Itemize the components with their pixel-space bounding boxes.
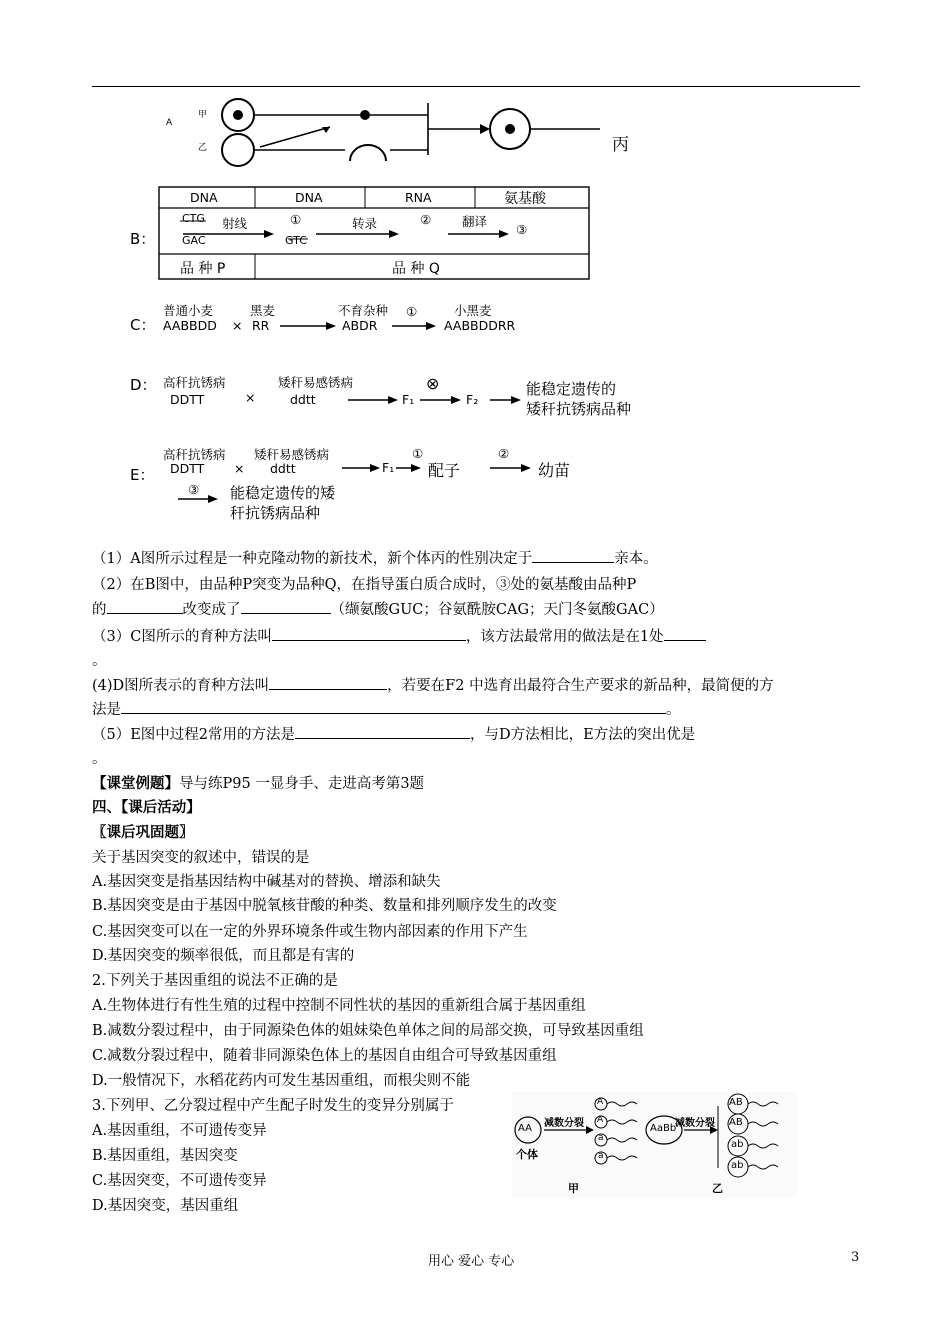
q2-option-a: A.生物体进行有性生殖的过程中控制不同性状的基因的重新组合属于基因重组	[92, 998, 586, 1014]
figure-d-hybrid	[130, 372, 650, 422]
fig3-left-gamete-3: a	[598, 1133, 604, 1143]
fig-c-p2-name: 黑麦	[250, 303, 276, 318]
question-a-4: (4)D图所表示的育种方法叫 ，若要在F2 中选育出最符合生产要求的新品种，最简便的方	[92, 674, 862, 697]
fig3-right-gamete-3: ab	[731, 1139, 744, 1150]
fig-e-times: ×	[234, 461, 245, 476]
blank-3a[interactable]	[272, 625, 466, 641]
q1-option-c: C.基因突变可以在一定的外界环境条件或生物内部因素的作用下产生	[92, 924, 528, 940]
fig3-right-gamete-4: ab	[731, 1160, 744, 1171]
fig-c-p1-name: 普通小麦	[163, 303, 214, 318]
blank-2a[interactable]	[107, 598, 183, 614]
classroom-example: 【课堂例题】导与练P95 一显身手、走进高考第3题	[92, 775, 425, 792]
q3-option-c: C.基因突变，不可遗传变异	[92, 1173, 267, 1189]
fig3-right-gamete-2: AB	[729, 1117, 743, 1128]
q3-option-a: A.基因重组，不可遗传变异	[92, 1123, 267, 1139]
blank-2b[interactable]	[241, 598, 331, 614]
fig-c-p1-geno: AABBDD	[163, 318, 217, 333]
figure-b-mutation	[130, 186, 600, 282]
question-a-3-end: 。	[92, 653, 107, 669]
fig-d-f2: F₂	[466, 392, 479, 407]
fig-b-seq2: GTC	[285, 234, 307, 247]
fig3-label-yi: 乙	[712, 1182, 723, 1195]
fig-b-variety-q: 品 种 Q	[392, 261, 440, 277]
fig-e-circle2: ②	[498, 446, 510, 461]
fig3-label-jia: 甲	[568, 1182, 579, 1195]
section-4-title: 四、【课后活动】	[92, 799, 201, 816]
blank-5[interactable]	[295, 723, 470, 739]
question-a-2-line2: 的 改变成了 （缬氨酸GUC；谷氨酰胺CAG；天门冬氨酸GAC）	[92, 598, 862, 621]
fig3-meiosis-right: 减数分裂	[675, 1118, 715, 1129]
fig-e-label: E：	[130, 466, 155, 484]
consolidate-title: 〖课后巩固题〗	[92, 824, 194, 841]
q1-option-a: A.基因突变是指基因结构中碱基对的替换、增添和缺失	[92, 874, 441, 890]
fig-b-seq-top: CTG	[182, 212, 205, 225]
footer-motto: 用心 爱心 专心	[428, 1254, 515, 1269]
fig-e-seedling: 幼苗	[538, 461, 571, 480]
blank-4b[interactable]	[121, 698, 666, 714]
q3-option-b: B.基因重组，基因突变	[92, 1148, 238, 1164]
figure-c-polyploid	[130, 300, 550, 346]
fig-b-circle3: ③	[516, 222, 528, 237]
q1-option-d: D.基因突变的频率很低，而且都是有害的	[92, 948, 355, 964]
fig-b-variety-p: 品 种 P	[180, 261, 226, 277]
fig-c-times: ×	[232, 318, 243, 333]
fig-c-step1: 不育杂种	[338, 303, 389, 318]
question-a-5: （5）E图中过程2常用的方法是 ，与D方法相比，E方法的突出优是	[92, 723, 862, 746]
fig3-left-gamete-2: A	[597, 1115, 604, 1125]
q2-option-d: D.一般情况下，水稻花药内可发生基因重组，而根尖则不能	[92, 1073, 471, 1089]
fig3-left-gamete-1: A	[597, 1097, 604, 1107]
fig-b-header-4: 氨基酸	[504, 191, 546, 207]
fig-c-product-geno: AABBDDRR	[444, 318, 516, 333]
q3-stem: 3.下列甲、乙分裂过程中产生配子时发生的变异分别属于	[92, 1098, 454, 1114]
fig-b-circle1: ①	[290, 212, 302, 227]
fig-e-circle3: ③	[188, 482, 200, 497]
fig3-individual: 个体	[516, 1148, 538, 1161]
question-a-2-line1: （2）在B图中，由品种P突变为品种Q，在指导蛋白质合成时，③处的氨基酸由品种P	[92, 577, 637, 593]
fig-b-seq-bottom: GAC	[182, 234, 206, 247]
fig-c-step1-geno: ABDR	[342, 318, 378, 333]
fig-a-label: A	[166, 118, 173, 128]
fig-d-p1-geno: DDTT	[170, 392, 205, 407]
fig-a-yi: 乙	[198, 143, 208, 153]
fig-b-arrow3-label: 翻译	[462, 214, 488, 229]
figure-a-cloning	[160, 95, 660, 175]
fig-b-arrow1-label: 射线	[222, 216, 248, 231]
blank-3b[interactable]	[664, 625, 706, 641]
fig-d-f1: F₁	[402, 392, 415, 407]
fig-a-jia: 甲	[198, 110, 208, 120]
fig-e-gamete: 配子	[428, 461, 461, 480]
fig-e-f1: F₁	[382, 460, 395, 475]
q2-option-b: B.减数分裂过程中，由于同源染色体的姐妹染色单体之间的局部交换，可导致基因重组	[92, 1023, 644, 1039]
fig-e-circle1: ①	[412, 446, 424, 461]
fig-c-p2-geno: RR	[252, 318, 270, 333]
blank-4a[interactable]	[269, 674, 387, 690]
blank-1[interactable]	[532, 547, 614, 563]
fig-d-result-1: 能稳定遗传的	[526, 380, 617, 398]
fig-e-result-2: 秆抗锈病品种	[230, 504, 321, 522]
fig-b-label: B：	[130, 230, 156, 248]
fig-b-header-1: DNA	[190, 190, 218, 205]
q3-option-d: D.基因突变，基因重组	[92, 1198, 239, 1214]
fig-d-times: ×	[245, 390, 256, 405]
fig-d-self-symbol: ⊗	[426, 374, 440, 393]
question-a-4-line2: 法是 。	[92, 698, 862, 721]
fig-e-p2-geno: ddtt	[270, 461, 296, 476]
figure-e-haploid	[130, 444, 600, 524]
fig3-left-cell: AA	[518, 1123, 532, 1134]
figure-q3-meiosis	[512, 1092, 797, 1197]
fig-b-header-2: DNA	[295, 190, 323, 205]
fig-b-arrow2-label: 转录	[352, 216, 378, 231]
fig3-right-cell: AaBb	[650, 1123, 677, 1134]
question-a-3: （3）C图所示的育种方法叫 ，该方法最常用的做法是在1处	[92, 625, 862, 648]
fig-a-bing: 丙	[612, 135, 629, 155]
fig-c-label: C：	[130, 316, 156, 334]
fig-c-circle1: ①	[406, 304, 418, 319]
header-rule	[92, 86, 860, 87]
fig-d-result-2: 矮秆抗锈病品种	[526, 400, 632, 418]
fig-c-product: 小黑麦	[454, 303, 492, 318]
fig-b-header-3: RNA	[405, 190, 432, 205]
fig-e-p1-name: 高秆抗锈病	[163, 447, 226, 462]
fig-d-p1-name: 高秆抗锈病	[163, 375, 226, 390]
fig-b-circle2: ②	[420, 212, 432, 227]
question-a-1: （1）A图所示过程是一种克隆动物的新技术，新个体丙的性别决定于 亲本。	[92, 547, 862, 570]
fig3-right-gamete-1: AB	[729, 1097, 743, 1108]
fig-d-label: D：	[130, 376, 157, 394]
fig3-meiosis-left: 减数分裂	[544, 1118, 584, 1129]
q2-option-c: C.减数分裂过程中，随着非同源染色体上的基因自由组合可导致基因重组	[92, 1048, 557, 1064]
fig-d-p2-geno: ddtt	[290, 392, 316, 407]
q2-stem: 2.下列关于基因重组的说法不正确的是	[92, 973, 338, 989]
q1-stem: 关于基因突变的叙述中，错误的是	[92, 850, 310, 866]
fig3-left-gamete-4: a	[598, 1151, 604, 1161]
page-number: 3	[851, 1250, 860, 1265]
fig-e-result-1: 能稳定遗传的矮	[230, 484, 336, 502]
fig-d-p2-name: 矮秆易感锈病	[278, 375, 354, 390]
question-a-5-end: 。	[92, 751, 107, 767]
fig-e-p1-geno: DDTT	[170, 461, 205, 476]
q1-option-b: B.基因突变是由于基因中脱氧核苷酸的种类、数量和排列顺序发生的改变	[92, 898, 557, 914]
fig-e-p2-name: 矮秆易感锈病	[254, 447, 330, 462]
